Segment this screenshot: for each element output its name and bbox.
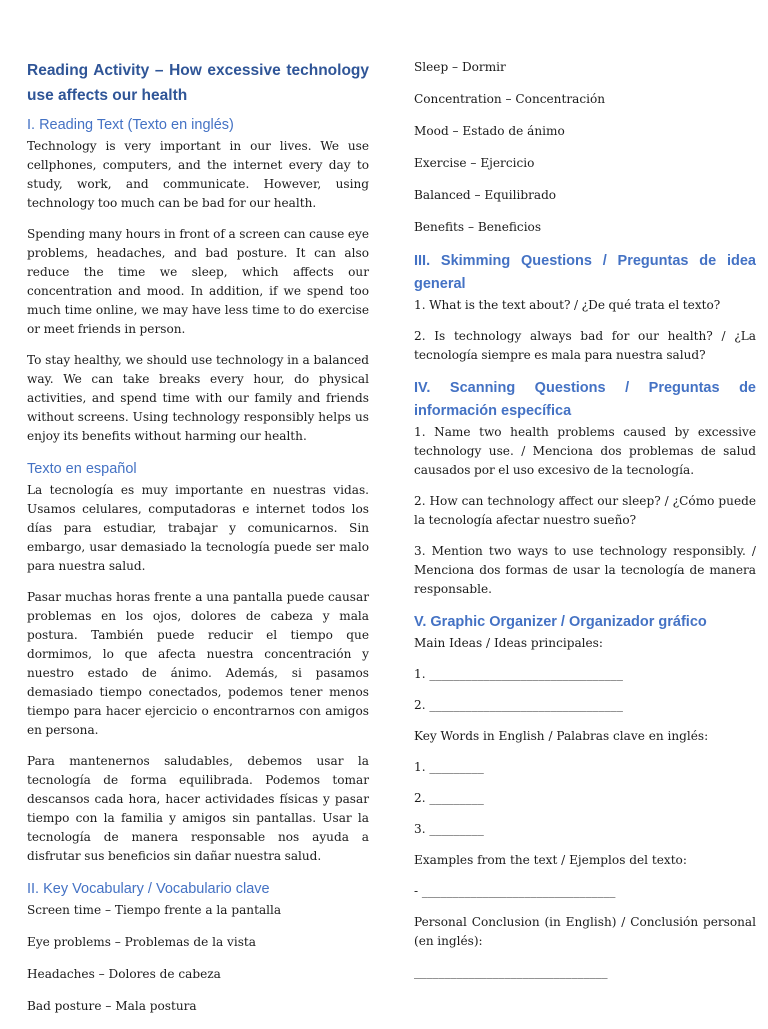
main-idea-blank-1: 1. ________________________________ <box>414 667 623 681</box>
left-column <box>27 0 369 1029</box>
keyword-blank-3: 3. _________ <box>414 822 484 836</box>
section-heading-vocabulary: II. Key Vocabulary / Vocabulario clave <box>27 881 270 897</box>
conclusion-blank: ________________________________ <box>414 965 608 979</box>
scanning-question-2: 2. How can technology affect our sleep? / ¿Cómo puede la tecnología afectar nuestro sueño? <box>414 494 756 527</box>
vocab-item: Balanced – Equilibrado <box>414 188 557 202</box>
vocab-item: Headaches – Dolores de cabeza <box>27 967 221 981</box>
section-heading-scanning: IV. Scanning Questions / Preguntas de información específica <box>414 380 756 419</box>
section-heading-skimming: III. Skimming Questions / Preguntas de idea general <box>414 253 756 292</box>
scanning-question-1: 1. Name two health problems caused by excessive technology use. / Menciona dos problemas de salud causados por el uso excesivo de la tecnología. <box>414 425 756 477</box>
vocab-item: Mood – Estado de ánimo <box>414 124 565 138</box>
vocab-item: Eye problems – Problemas de la vista <box>27 935 256 949</box>
vocab-item: Exercise – Ejercicio <box>414 156 535 170</box>
vocab-item: Bad posture – Mala postura <box>27 999 197 1013</box>
english-paragraph-1: Technology is very important in our lives. We use cellphones, computers, and the internet every day to study, work, and communicate. However, using technology too much can be bad for our health. <box>27 139 369 210</box>
vocab-item: Screen time – Tiempo frente a la pantalla <box>27 903 282 917</box>
english-paragraph-2: Spending many hours in front of a screen can cause eye problems, headaches, and bad posture. It can also reduce the time we sleep, which affects our concentration and mood. In addition, if we spend too much time online, we may have less time to do exercise or meet friends in person. <box>27 227 369 336</box>
english-paragraph-3: To stay healthy, we should use technology in a balanced way. We can take breaks every hour, do physical activities, and spend time with our family and friends without screens. Using technology responsibly helps us enjoy its benefits without harming our health. <box>27 353 369 443</box>
skimming-question-1: 1. What is the text about? / ¿De qué trata el texto? <box>414 298 721 312</box>
skimming-question-2: 2. Is technology always bad for our health? / ¿La tecnología siempre es mala para nuestra salud? <box>414 329 756 362</box>
examples-label: Examples from the text / Ejemplos del texto: <box>414 853 687 867</box>
scanning-question-3: 3. Mention two ways to use technology responsibly. / Menciona dos formas de usar la tecnología de manera responsable. <box>414 544 756 596</box>
section-heading-spanish-text: Texto en español <box>27 461 137 477</box>
example-blank-1: - ________________________________ <box>414 884 616 898</box>
spanish-paragraph-1: La tecnología es muy importante en nuestras vidas. Usamos celulares, computadoras e internet todos los días para estudiar, trabajar y comunicarnos. Sin embargo, usar demasiado la tecnología puede ser malo para nuestra salud. <box>27 483 369 573</box>
spanish-paragraph-3: Para mantenernos saludables, debemos usar la tecnología de forma equilibrada. Podemos tomar descansos cada hora, hacer actividades físicas y pasar tiempo con la familia y amigos sin pantallas. Usar la tecnología de manera responsable nos ayuda a disfrutar sus beneficios sin dañar nuestra salud. <box>27 754 369 863</box>
spanish-paragraph-2: Pasar muchas horas frente a una pantalla puede causar problemas en los ojos, dolores de cabeza y mala postura. También puede reducir el tiempo que dormimos, lo que afecta nuestra concentración y nuestro estado de ánimo. Además, si pasamos demasiado tiempo conectados, podemos tener menos tiempo para hacer ejercicio o encontrarnos con amigos en persona. <box>27 590 369 737</box>
conclusion-label: Personal Conclusion (in English) / Conclusión personal (en inglés): <box>414 915 756 948</box>
vocab-item: Concentration – Concentración <box>414 92 606 106</box>
section-heading-organizer: V. Graphic Organizer / Organizador gráfico <box>414 614 707 630</box>
page-title: Reading Activity – How excessive technology use affects our health <box>27 62 369 104</box>
main-ideas-label: Main Ideas / Ideas principales: <box>414 636 603 650</box>
vocab-item: Benefits – Beneficios <box>414 220 542 234</box>
main-idea-blank-2: 2. ________________________________ <box>414 698 623 712</box>
vocab-item: Sleep – Dormir <box>414 60 506 74</box>
keyword-blank-2: 2. _________ <box>414 791 484 805</box>
right-column <box>414 0 756 994</box>
keywords-label: Key Words in English / Palabras clave en inglés: <box>414 729 709 743</box>
section-heading-reading-text: I. Reading Text (Texto en inglés) <box>27 117 234 133</box>
keyword-blank-1: 1. _________ <box>414 760 484 774</box>
